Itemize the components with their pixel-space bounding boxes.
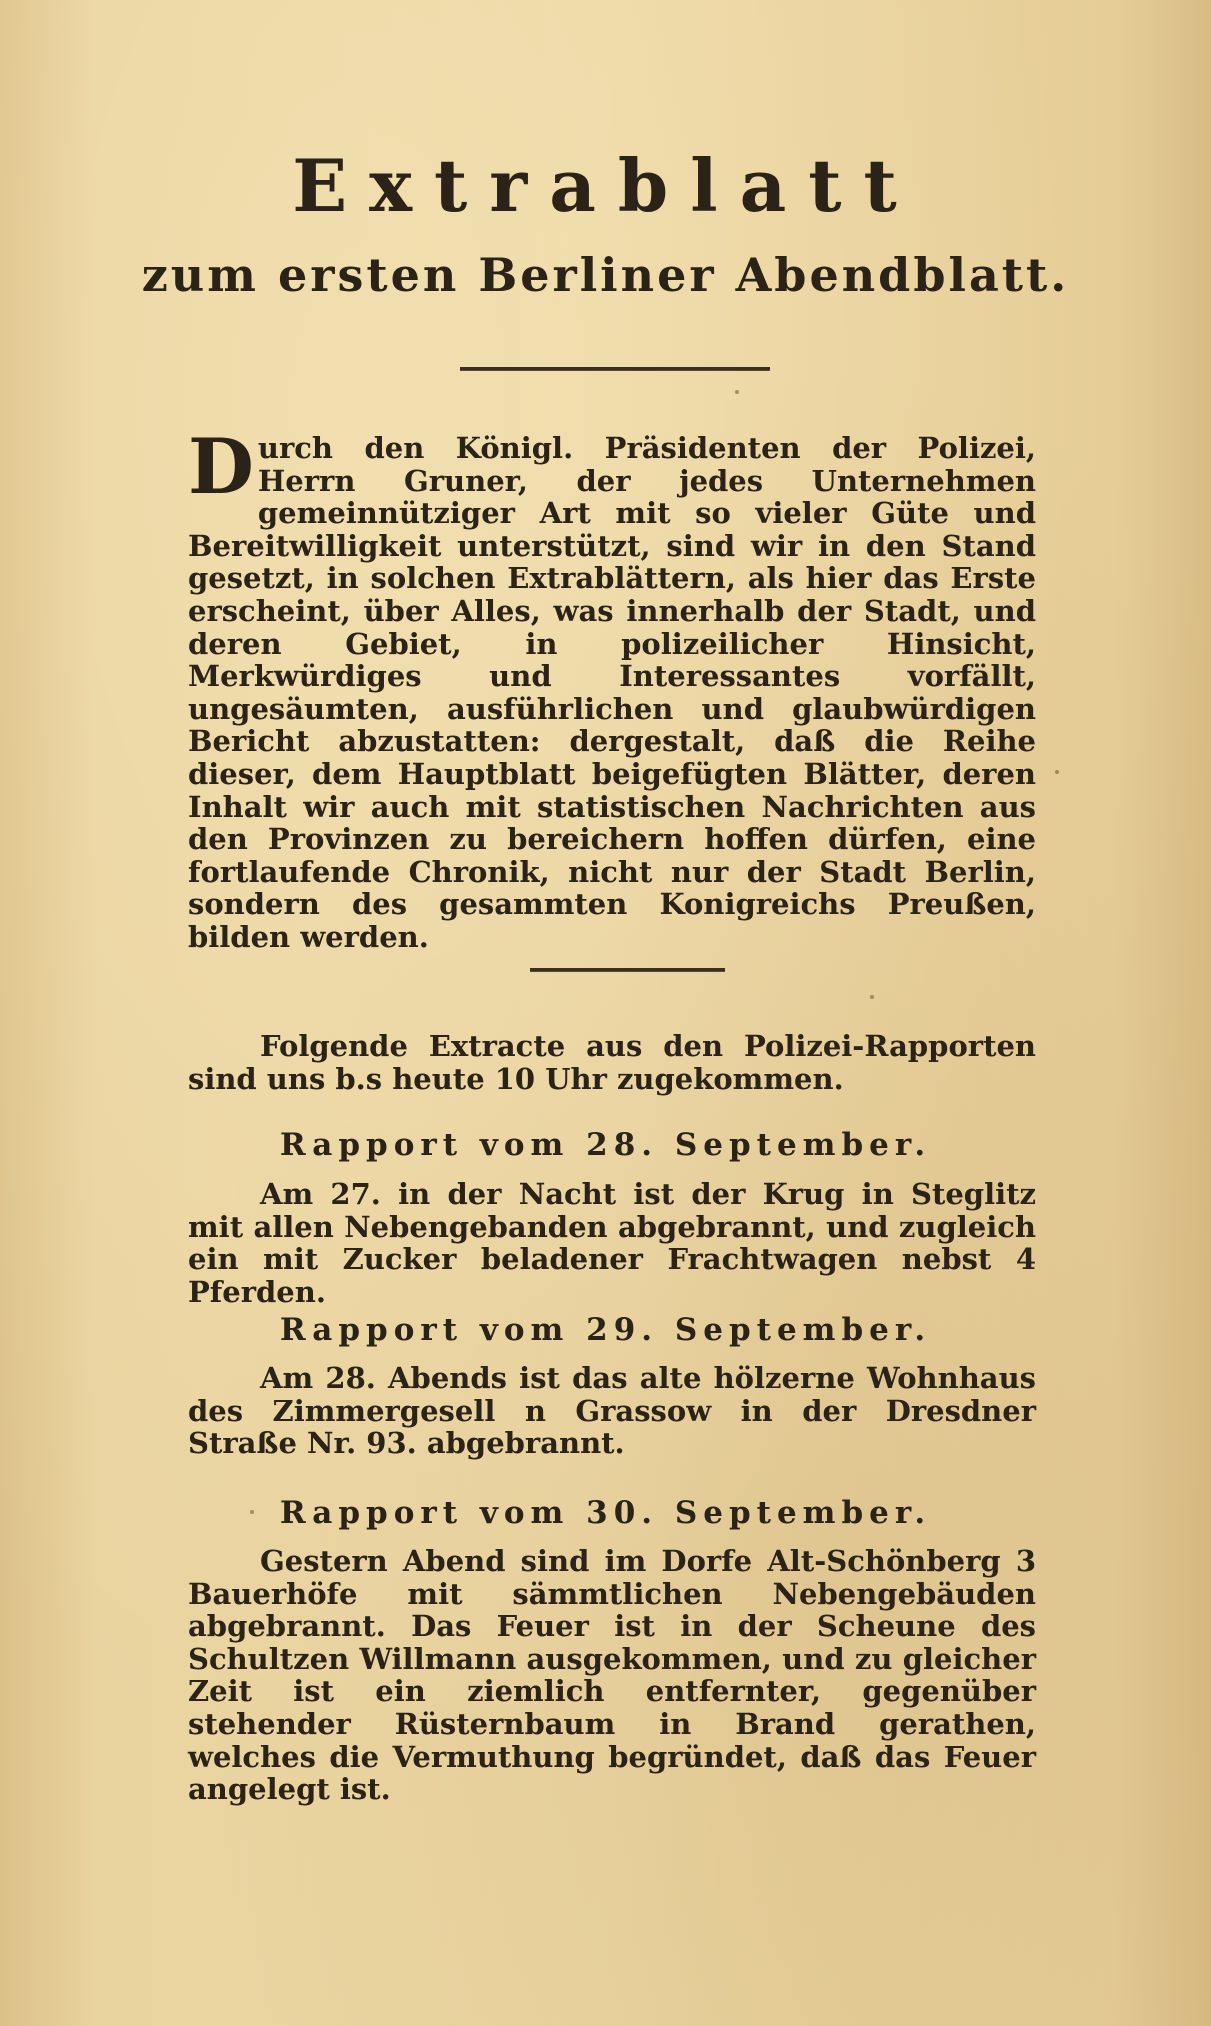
paper-speck [735,390,739,394]
paper-speck [870,995,874,999]
document-title: Extrablatt [292,143,919,228]
lead-paragraph: Folgende Extracte aus den Polizei-Rapporten sind uns b.s heute 10 Uhr zugekommen. [188,1029,1036,1096]
report-text-3: Gestern Abend sind im Dorfe Alt-Schönberg 3 Bauerhöfe mit sämmtlichen Nebengebäuden abgebrannt. Das Feuer ist in der Scheune des Schultzen Willmann ausgekommen, und zu gleicher Zeit ist ein ziemlich entfernter, gegenüber stehender Rüsternbaum in Brand gerathen, welches die Vermuthung begründet, daß das Feuer angelegt ist. [188,1544,1036,1807]
report-text-2: Am 28. Abends ist das alte hölzerne Wohnhaus des Zimmergesell n Grassow in der Dresdner Straße Nr. 93. abgebrannt. [188,1361,1036,1461]
document-subtitle: zum ersten Berliner Abendblatt. [141,248,1070,302]
report-text-1: Am 27. in der Nacht ist der Krug in Steglitz mit allen Nebengebanden abgebrannt, und zugleich ein mit Zucker beladener Frachtwagen nebst 4 Pferden. [188,1177,1036,1309]
middle-divider [530,968,725,972]
report-heading-3: Rapport vom 30. September. [279,1495,932,1531]
report-heading-1: Rapport vom 28. September. [279,1127,932,1163]
report-heading-2: Rapport vom 29. September. [279,1312,932,1348]
intro-text: urch den Königl. Präsidenten der Polizei, Herrn Gruner, der jedes Unternehmen gemeinnütziger Art mit so vieler Güte und Bereitwilligkeit unterstützt, sind wir in den Stand gesetzt, in solchen Extrablättern, als hier das Erste erscheint, über Alles, was innerhalb der Stadt, und deren Gebiet, in polizeilicher Hinsicht, Merkwürdiges und Interessantes vorfällt, ungesäumten, ausführlichen und glaubwürdigen Bericht abzustatten: dergestalt, daß die Reihe dieser, dem Hauptblatt beigefügten Blätter, deren Inhalt wir auch mit statistischen Nachrichten aus den Provinzen zu bereichern hoffen dürfen, eine fortlaufende Chronik, nicht nur der Stadt Berlin, sondern des gesammten Konigreichs Preußen, bilden werden. [188,431,1036,954]
top-divider [460,367,770,371]
paper-speck [1055,770,1059,774]
intro-paragraph [188,422,1036,954]
paper-speck [250,1510,254,1514]
intro-dropcap: D [188,422,254,511]
